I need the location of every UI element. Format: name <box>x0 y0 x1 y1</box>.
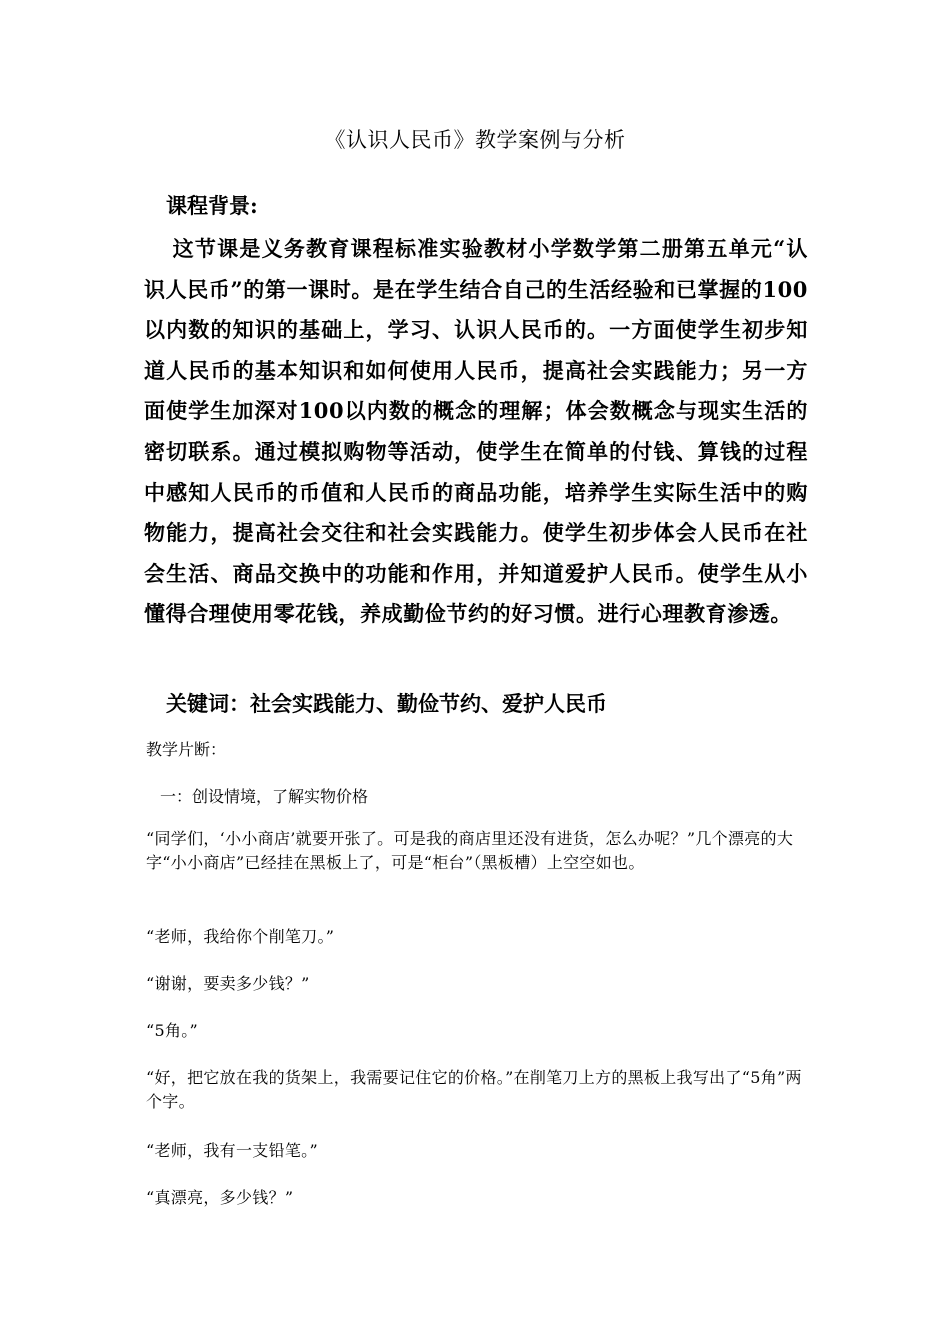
dialogue-paragraph: “真漂亮，多少钱？” <box>146 1188 294 1207</box>
dialogue-paragraph: “老师，我有一支铅笔。” <box>146 1141 318 1160</box>
fragments-heading: 教学片断： <box>146 740 227 759</box>
dialogue-paragraph: “老师，我给你个削笔刀。” <box>146 927 335 946</box>
dialogue-paragraph: “好，把它放在我的货架上，我需要记住它的价格。”在削笔刀上方的黑板上我写出了“5角”两个字。 <box>146 1068 802 1111</box>
keywords-line: 关键词：社会实践能力、勤俭节约、爱护人民币 <box>166 691 607 716</box>
dialogue-paragraph: “同学们，‘小小商店’就要开张了。可是我的商店里还没有进货，怎么办呢？”几个漂亮的大字“小小商店”已经挂在黑板上了，可是“柜台”（黑板槽）上空空如也。 <box>146 829 794 872</box>
step-heading: 一：创设情境，了解实物价格 <box>160 787 369 806</box>
background-heading: 课程背景: <box>166 193 258 218</box>
dialogue-paragraph: “5角。” <box>146 1021 199 1040</box>
dialogue-paragraph: “谢谢，要卖多少钱？” <box>146 974 310 993</box>
background-text: 这节课是义务教育课程标准实验教材小学数学第二册第五单元“认识人民币”的第一课时。是在学生结合自己的生活经验和已掌握的100以内数的知识的基础上，学习、认识人民币的。一方面使学生初步知道人民币的基本知识和如何使用人民币，提高社会实践能力；另一方面使学生加深对100以内数的概念的理解；体会数概念与现实生活的密切联系。通过模拟购物等活动，使学生在简单的付钱、算钱的过程中感知人民币的币值和人民币的商品功能，培养学生实际生活中的购物能力，提高社会交往和社会实践能力。使学生初步体会人民币在社会生活、商品交换中的功能和作用，并知道爱护人民币。使学生从小懂得合理使用零花钱，养成勤俭节约的好习惯。进行心理教育渗透。 <box>144 236 808 627</box>
background-paragraph <box>144 229 808 635</box>
document-title: 《认识人民币》教学案例与分析 <box>324 128 626 152</box>
